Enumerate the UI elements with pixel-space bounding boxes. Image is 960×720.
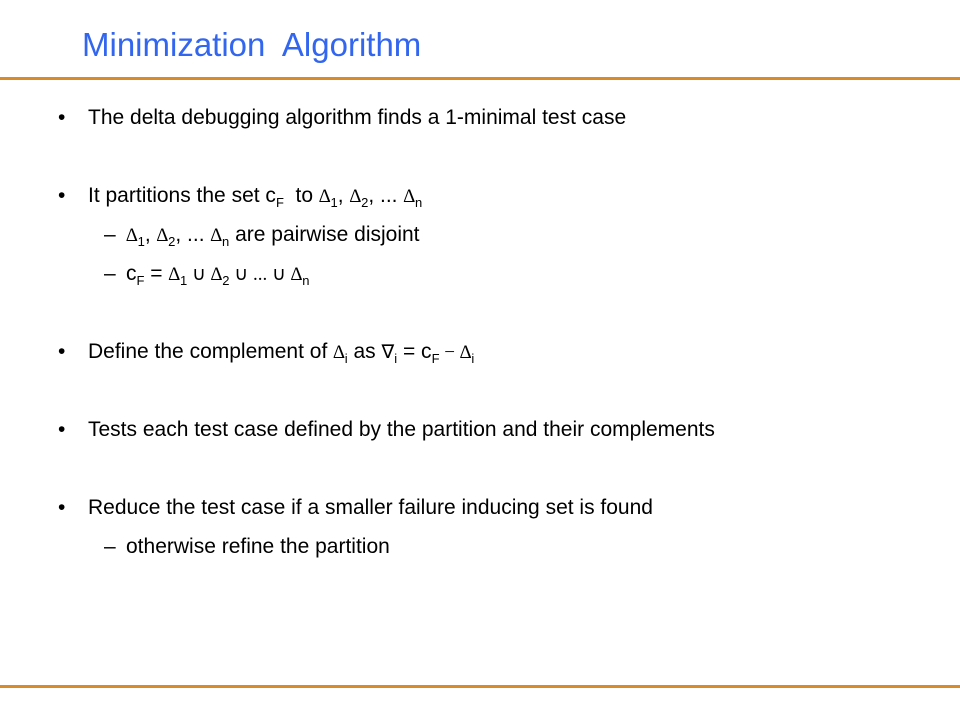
- subscript: 2: [361, 195, 369, 210]
- bullet-text: The delta debugging algorithm finds a 1-minimal test case: [88, 106, 627, 129]
- subscript: 1: [137, 234, 145, 249]
- subscript: n: [222, 234, 230, 249]
- sub-bullet-text: otherwise refine the partition: [126, 535, 390, 558]
- delta-symbol: ∆: [126, 225, 138, 246]
- subscript: i: [394, 351, 398, 366]
- bullet-text: [88, 184, 423, 210]
- subscript: i: [471, 351, 475, 366]
- delta-symbol: ∆: [290, 264, 303, 285]
- minus-symbol: −: [439, 342, 460, 363]
- subscript: n: [414, 195, 423, 210]
- bullet-text: Tests each test case defined by the partition and their complements: [88, 418, 715, 441]
- dash-marker: –: [104, 262, 116, 285]
- subscript: i: [344, 351, 348, 366]
- bullet-marker: •: [58, 418, 66, 441]
- text-segment: ,: [144, 223, 157, 246]
- text-segment: are pairwise disjoint: [229, 223, 420, 246]
- dash-marker: –: [104, 223, 116, 246]
- bullet-text: [88, 340, 475, 366]
- delta-symbol: ∆: [168, 264, 181, 285]
- text-segment: ,: [337, 184, 350, 207]
- footer-divider: [0, 685, 960, 688]
- text-segment: It partitions the set c: [88, 184, 276, 207]
- sub-bullet-text: [126, 262, 310, 288]
- subscript: F: [136, 273, 145, 288]
- subscript: F: [431, 351, 440, 366]
- text-segment: to: [283, 184, 319, 207]
- text-segment: c: [126, 262, 137, 285]
- sub-bullet-text: [126, 223, 420, 249]
- bullet-marker: •: [58, 184, 66, 207]
- text-segment: =: [144, 262, 169, 285]
- bullet-marker: •: [58, 106, 66, 129]
- subscript: F: [275, 195, 284, 210]
- text-segment: , ...: [368, 184, 404, 207]
- union-symbol: ∪: [187, 264, 211, 285]
- subscript: 1: [330, 195, 338, 210]
- text-segment: , ...: [175, 223, 211, 246]
- delta-symbol: ∆: [318, 186, 331, 207]
- bullet-text: Reduce the test case if a smaller failure inducing set is found: [88, 496, 653, 519]
- nabla-symbol: ∇: [381, 342, 395, 363]
- subscript: 2: [168, 234, 176, 249]
- title-divider: [0, 77, 960, 80]
- text-segment: as: [347, 340, 382, 363]
- delta-symbol: ∆: [349, 186, 362, 207]
- subscript: n: [302, 273, 310, 288]
- dash-marker: –: [104, 535, 116, 558]
- subscript: 1: [180, 273, 188, 288]
- delta-symbol: ∆: [210, 264, 223, 285]
- delta-symbol: ∆: [333, 342, 345, 363]
- delta-symbol: ∆: [210, 225, 223, 246]
- delta-symbol: ∆: [403, 186, 415, 207]
- union-symbol: ∪ ... ∪: [229, 264, 291, 285]
- delta-symbol: ∆: [156, 225, 169, 246]
- slide-title: Minimization Algorithm: [82, 26, 422, 63]
- text-segment: = c: [397, 340, 432, 363]
- subscript: 2: [222, 273, 230, 288]
- delta-symbol: ∆: [459, 342, 472, 363]
- bullet-marker: •: [58, 496, 66, 519]
- text-segment: Define the complement of: [88, 340, 334, 363]
- bullet-marker: •: [58, 340, 66, 363]
